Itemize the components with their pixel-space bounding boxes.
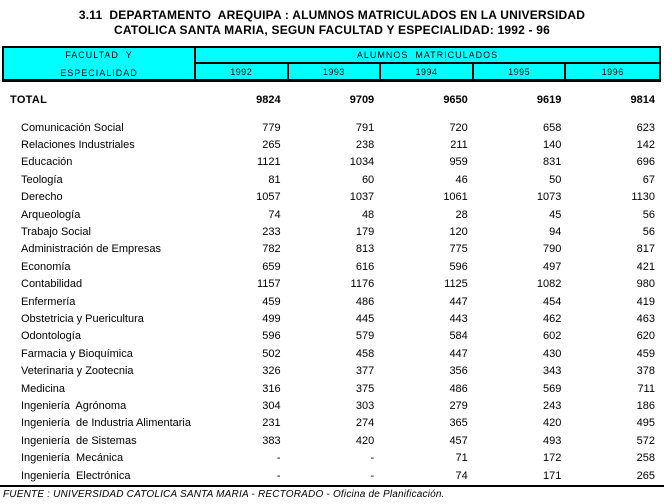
row-label: Ingeniería Agrónoma: [21, 399, 127, 412]
row-value-1992: 659: [262, 260, 281, 273]
row-value-1992: 499: [262, 312, 281, 325]
row-value-1996: 419: [636, 295, 655, 308]
row-value-1993: 616: [355, 260, 375, 273]
row-value-1995: 94: [549, 226, 562, 239]
row-value-1993: 813: [355, 243, 375, 256]
total-value-1996: 9814: [630, 94, 655, 106]
header-year-1996: 1996: [566, 64, 659, 79]
row-value-1996: 495: [636, 417, 655, 430]
row-label: Contabilidad: [21, 278, 83, 291]
table-row: [0, 223, 664, 240]
row-value-1995: 343: [543, 365, 562, 378]
row-value-1995: 462: [543, 312, 562, 325]
header-facultad-especialidad: [4, 48, 196, 79]
table-row: [0, 171, 664, 188]
row-value-1995: 497: [543, 260, 562, 273]
table-row: [0, 362, 664, 379]
row-value-1993: 303: [355, 399, 375, 412]
table-row: [0, 415, 664, 432]
row-value-1995: 602: [543, 330, 562, 343]
row-label: Obstetricia y Puericultura: [21, 312, 144, 325]
row-value-1992: 74: [268, 208, 281, 221]
row-value-1994: 720: [449, 121, 468, 134]
row-label: Administración de Empresas: [21, 243, 162, 256]
row-value-1993: 486: [355, 295, 375, 308]
row-value-1992: -: [276, 469, 281, 482]
row-value-1994: 1125: [444, 278, 468, 291]
table-row: [0, 276, 664, 293]
row-value-1995: 45: [549, 208, 562, 221]
row-value-1994: 120: [449, 226, 468, 239]
row-value-1994: 74: [455, 469, 468, 482]
row-value-1995: 243: [543, 399, 562, 412]
row-value-1995: 171: [543, 469, 562, 482]
row-value-1996: 711: [637, 382, 655, 395]
row-value-1996: 817: [636, 243, 655, 256]
table-row: [0, 241, 664, 258]
row-label: Comunicación Social: [21, 121, 124, 134]
row-value-1993: 48: [361, 208, 375, 221]
row-value-1996: 265: [636, 469, 655, 482]
row-value-1994: 596: [449, 260, 468, 273]
row-value-1994: 1061: [443, 191, 468, 204]
row-value-1994: 211: [450, 139, 468, 152]
table-row: [0, 467, 664, 484]
row-value-1992: 596: [262, 330, 281, 343]
row-value-1993: 458: [355, 347, 375, 360]
header-year-1992: 1992: [196, 64, 289, 79]
row-value-1995: 1082: [536, 278, 562, 291]
table-body: [0, 119, 664, 484]
row-value-1994: 447: [449, 347, 468, 360]
row-value-1995: 831: [543, 156, 562, 169]
row-value-1994: 71: [455, 452, 468, 465]
row-value-1995: 790: [543, 243, 562, 256]
table-header: [2, 46, 661, 82]
total-label: TOTAL: [10, 94, 48, 106]
header-facultad-line2: ESPECIALIDAD: [60, 68, 138, 78]
row-value-1994: 584: [449, 330, 468, 343]
row-value-1996: 378: [636, 365, 655, 378]
row-value-1992: 779: [262, 121, 281, 134]
row-value-1992: 316: [262, 382, 281, 395]
row-value-1992: 265: [262, 139, 281, 152]
table-row: [0, 432, 664, 449]
row-value-1995: 454: [543, 295, 562, 308]
table-row: [0, 310, 664, 327]
row-value-1993: 1037: [349, 191, 375, 204]
row-value-1996: 459: [636, 347, 655, 360]
row-value-1992: 326: [262, 365, 281, 378]
table-row: [0, 380, 664, 397]
row-value-1996: 56: [642, 208, 655, 221]
table-row: [0, 397, 664, 414]
row-value-1995: 420: [543, 417, 562, 430]
source-note: FUENTE : UNIVERSIDAD CATOLICA SANTA MARIA - RECTORADO - Oficina de Planificación.: [3, 489, 445, 501]
row-label: Ingeniería Mecánica: [21, 452, 124, 465]
row-value-1992: 304: [262, 399, 281, 412]
row-value-1996: 67: [642, 173, 655, 186]
row-value-1992: 81: [268, 173, 281, 186]
row-value-1993: 377: [355, 365, 375, 378]
row-value-1994: 443: [449, 312, 468, 325]
row-value-1992: 459: [262, 295, 281, 308]
table-row: [0, 206, 664, 223]
row-value-1993: 1176: [350, 278, 375, 291]
header-year-1995: 1995: [474, 64, 567, 79]
row-value-1993: 179: [355, 226, 375, 239]
table-row: [0, 449, 664, 466]
header-facultad-line1: FACULTAD Y: [65, 50, 133, 60]
table-row: [0, 258, 664, 275]
row-value-1996: 623: [636, 121, 655, 134]
row-label: Ingeniería de Sistemas: [21, 434, 137, 447]
row-value-1995: 140: [543, 139, 562, 152]
row-value-1996: 421: [636, 260, 655, 273]
row-label: Ingeniería de Industria Alimentaria: [21, 417, 191, 430]
row-value-1992: 231: [262, 417, 281, 430]
row-label: Medicina: [21, 382, 66, 395]
row-label: Relaciones Industriales: [21, 139, 135, 152]
row-label: Teología: [21, 173, 63, 186]
row-value-1992: 782: [262, 243, 281, 256]
header-alumnos-matriculados: ALUMNOS MATRICULADOS: [196, 48, 659, 64]
row-value-1994: 365: [449, 417, 468, 430]
row-value-1993: 1034: [349, 156, 375, 169]
row-value-1996: 463: [636, 312, 655, 325]
total-value-1995: 9619: [536, 94, 562, 106]
row-value-1993: 420: [355, 434, 375, 447]
row-value-1994: 46: [455, 173, 468, 186]
row-label: Derecho: [21, 191, 63, 204]
row-value-1995: 493: [543, 434, 562, 447]
row-value-1994: 457: [449, 434, 468, 447]
row-value-1993: 238: [355, 139, 375, 152]
row-value-1992: 502: [262, 347, 281, 360]
page-title: [0, 0, 664, 38]
total-value-1994: 9650: [443, 94, 468, 106]
row-value-1993: 445: [355, 312, 375, 325]
row-value-1996: 620: [636, 330, 655, 343]
header-year-1993: 1993: [289, 64, 382, 79]
row-value-1995: 50: [549, 173, 562, 186]
row-value-1996: 696: [636, 156, 655, 169]
total-row: [0, 93, 664, 107]
row-value-1996: 186: [636, 399, 655, 412]
row-label: Odontología: [21, 330, 81, 343]
row-value-1994: 356: [449, 365, 468, 378]
title-line-1: 3.11 DEPARTAMENTO AREQUIPA : ALUMNOS MATRICULADOS EN LA UNIVERSIDAD: [78, 8, 586, 22]
row-label: Arqueología: [21, 208, 81, 221]
row-value-1995: 1073: [536, 191, 562, 204]
row-label: Trabajo Social: [21, 226, 91, 239]
total-value-1992: 9824: [256, 94, 281, 106]
row-value-1995: 658: [543, 121, 562, 134]
row-value-1994: 959: [449, 156, 468, 169]
row-value-1995: 569: [543, 382, 562, 395]
row-value-1996: 142: [636, 139, 655, 152]
row-value-1992: 1057: [256, 191, 281, 204]
row-value-1993: 791: [355, 121, 375, 134]
row-value-1995: 430: [543, 347, 562, 360]
row-value-1994: 279: [449, 399, 468, 412]
header-year-1994: 1994: [381, 64, 474, 79]
row-value-1992: -: [276, 452, 281, 465]
row-value-1996: 258: [636, 452, 655, 465]
row-value-1996: 980: [636, 278, 655, 291]
row-label: Farmacia y Bioquímica: [21, 347, 133, 360]
table-row: [0, 154, 664, 171]
row-value-1993: -: [370, 469, 375, 482]
row-label: Ingeniería Electrónica: [21, 469, 131, 482]
table-row: [0, 293, 664, 310]
row-label: Economía: [21, 260, 71, 273]
table-row: [0, 189, 664, 206]
total-value-1993: 9709: [349, 94, 375, 106]
row-value-1994: 447: [449, 295, 468, 308]
row-value-1992: 1157: [256, 278, 281, 291]
row-value-1996: 1130: [631, 191, 655, 204]
row-value-1995: 172: [543, 452, 562, 465]
row-value-1993: 375: [355, 382, 375, 395]
row-value-1994: 486: [449, 382, 468, 395]
row-value-1994: 28: [455, 208, 468, 221]
row-value-1993: 579: [355, 330, 375, 343]
row-label: Enfermería: [21, 295, 76, 308]
row-value-1992: 383: [262, 434, 281, 447]
row-value-1992: 233: [262, 226, 281, 239]
table-row: [0, 119, 664, 136]
row-value-1996: 56: [642, 226, 655, 239]
row-value-1993: 274: [355, 417, 375, 430]
row-value-1996: 572: [636, 434, 655, 447]
row-value-1994: 775: [449, 243, 468, 256]
row-value-1992: 1121: [256, 156, 281, 169]
table-row: [0, 345, 664, 362]
table-row: [0, 328, 664, 345]
table-row: [0, 136, 664, 153]
title-line-2: CATOLICA SANTA MARIA, SEGUN FACULTAD Y ESPECIALIDAD: 1992 - 96: [113, 23, 550, 37]
row-value-1993: -: [370, 452, 375, 465]
row-label: Veterinaria y Zootecnia: [21, 365, 134, 378]
row-label: Educación: [21, 156, 73, 169]
row-value-1993: 60: [361, 173, 375, 186]
